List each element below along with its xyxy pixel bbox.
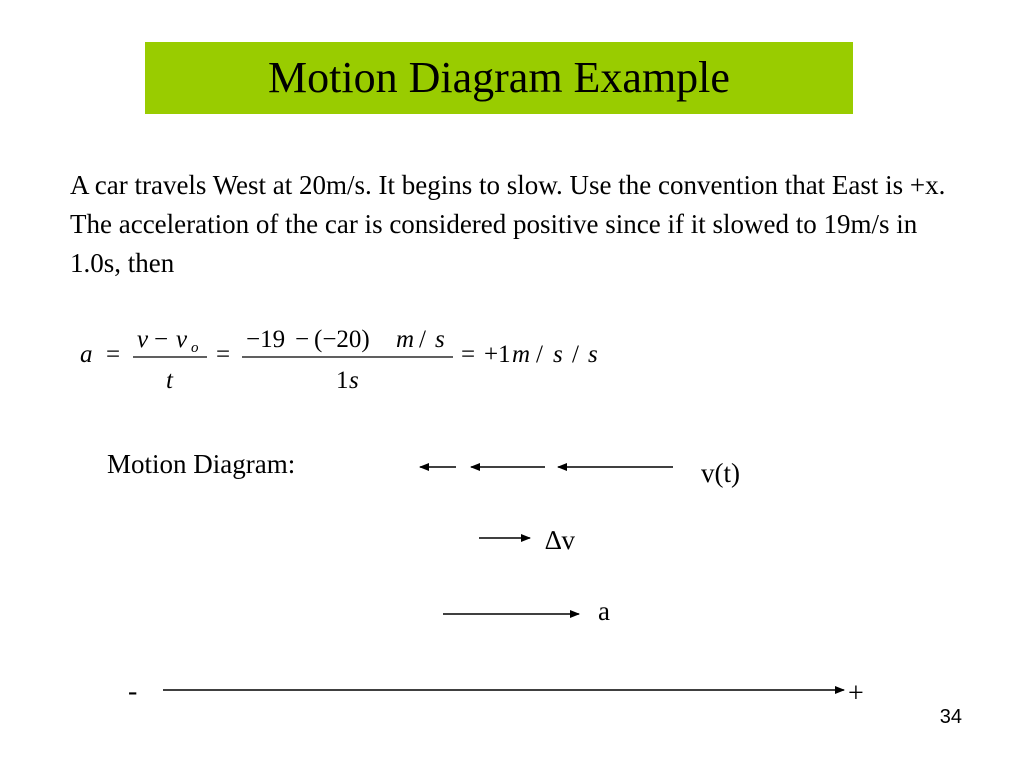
eq-frac2-slash: /: [419, 326, 426, 353]
axis-plus-label: +: [848, 678, 864, 709]
eq-result-s: s: [553, 341, 563, 368]
acceleration-label: a: [598, 596, 610, 626]
eq-frac2-m: m: [396, 326, 415, 353]
eq-frac1-minus: −: [154, 326, 169, 353]
eq-a: a: [80, 341, 93, 368]
eq-equals-1: =: [106, 341, 121, 368]
eq-frac2-minus: −: [295, 326, 310, 353]
axis-minus-label: -: [128, 676, 138, 707]
eq-frac1-v2: v: [176, 326, 188, 353]
delta-v-label: ∆v: [545, 525, 576, 555]
eq-frac2-s: s: [435, 326, 445, 353]
page-number: 34: [939, 706, 962, 728]
eq-result-plus1: +1: [484, 341, 511, 368]
eq-frac2-minus19: −19: [246, 326, 286, 353]
eq-result-slash2: /: [572, 341, 579, 368]
eq-frac2-one: 1: [336, 367, 349, 394]
eq-frac2-s-den: s: [349, 367, 359, 394]
eq-equals-2: =: [216, 341, 231, 368]
eq-result-s2: s: [588, 341, 598, 368]
eq-frac1-v: v: [137, 326, 149, 353]
velocity-label: v(t): [701, 458, 740, 488]
slide-title: Motion Diagram Example: [268, 53, 730, 102]
eq-result-m: m: [512, 341, 531, 368]
motion-diagram-label: Motion Diagram:: [107, 449, 296, 479]
eq-result-slash1: /: [536, 341, 543, 368]
eq-frac1-t: t: [166, 367, 173, 394]
eq-frac2-paren: (−20): [314, 326, 370, 353]
problem-statement: A car travels West at 20m/s. It begins to slow. Use the convention that East is +x. The acceleration of the car is considered positive since if it slowed to 19m/s in 1.0s, then: [70, 170, 946, 278]
eq-frac1-sub: o: [191, 340, 199, 356]
eq-equals-3: =: [461, 341, 476, 368]
